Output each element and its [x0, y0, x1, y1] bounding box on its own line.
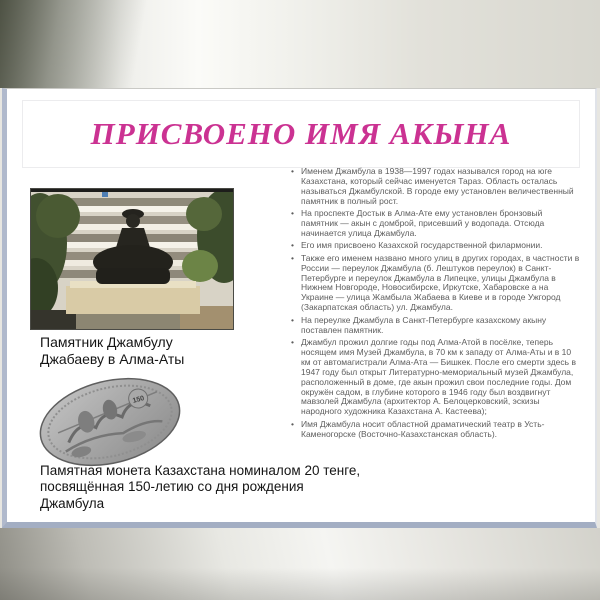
coin-caption: Памятная монета Казахстана номиналом 20 тенге, посвящённая 150-летию со дня рождения Джамбула: [40, 463, 361, 511]
bullet-item: [291, 241, 581, 251]
monument-photo: [30, 188, 234, 330]
bullet-marker: •: [291, 166, 294, 176]
bullet-marker: •: [291, 252, 294, 263]
bullet-item: [291, 420, 581, 440]
bullet-text: Имя Джамбула носит областной драматический театр в Усть-Каменогорске (Восточно-Казахстанская область).: [301, 418, 545, 439]
bullet-item: [291, 167, 581, 207]
bullet-item: [291, 338, 581, 417]
blue-window-detail: [102, 192, 108, 197]
background-bottom-band: [0, 528, 600, 600]
title-placeholder: [22, 100, 580, 168]
bullet-text: Именем Джамбула в 1938—1997 годах назывался город на юге Казахстана, который сейчас именуется Тараз. Область осталась называться Джамбулской. В городе ему установлен величественный памятник в полный рост.: [301, 166, 574, 206]
monument-caption: Памятник Джамбулу Джабаеву в Алма-Аты: [40, 334, 185, 367]
coin-150-label: 150: [131, 395, 146, 405]
bullet-marker: •: [291, 208, 294, 219]
bullet-marker: •: [291, 314, 294, 325]
bullet-text: Его имя присвоено Казахской государственной филармонии.: [301, 240, 543, 251]
bullet-marker: •: [291, 418, 294, 429]
slide-title: ПРИСВОЕНО ИМЯ АКЫНА: [90, 116, 512, 151]
bullet-item: [291, 254, 581, 313]
pedestal: [66, 281, 200, 314]
presentation-slide: [2, 88, 597, 528]
bullet-item: [291, 316, 581, 336]
bullet-text: На проспекте Достык в Алма-Ате ему установлен бронзовый памятник — акын с домброй, присевший у водопада. Отсюда начинается улица Джамбула.: [301, 208, 545, 238]
bullet-item: [291, 209, 581, 239]
bullet-marker: •: [291, 337, 294, 347]
coin-photo: [35, 372, 185, 472]
bullet-text: Также его именем названо много улиц в других городах, в частности в России — переулок Джамбула (б. Лештуков переулок) в Санкт-Петербурге и переулок Джамбула в Липецке, улицы Джамбула в Нижнем Новгороде, Новосибирске, Иркутске, Хабаровске а на Украине — улица Жамбыла Жабаева в Киеве и в городе Ужгород (Закарпатская область) ул. Джамбула.: [301, 252, 580, 313]
bullet-text: Джамбул прожил долгие годы под Алма-Атой в посёлке, теперь носящем имя Музей Джамбула, в 70 км к западу от Алма-Аты и в 10 км от автомагистрали Алма-Ата — Бишкек. После его смерти здесь в 1947 году был открыт Литературно-мемориальный музей Джамбула, расположенный в доме, где акын прожил свои последние годы. Дом окружён садом, в глубине которого в 1946 году был воздвигнут мавзолей Джамбула (архитектор А. Белоцерковский, эскизы народного художника Казахстана А. Кастеева);: [301, 337, 576, 417]
bullet-text: На переулке Джамбула в Санкт-Петербурге казахскому акыну поставлен памятник.: [301, 314, 547, 335]
bullet-marker: •: [291, 240, 294, 251]
bullet-list: [291, 167, 581, 442]
background-top-band: [0, 0, 600, 88]
